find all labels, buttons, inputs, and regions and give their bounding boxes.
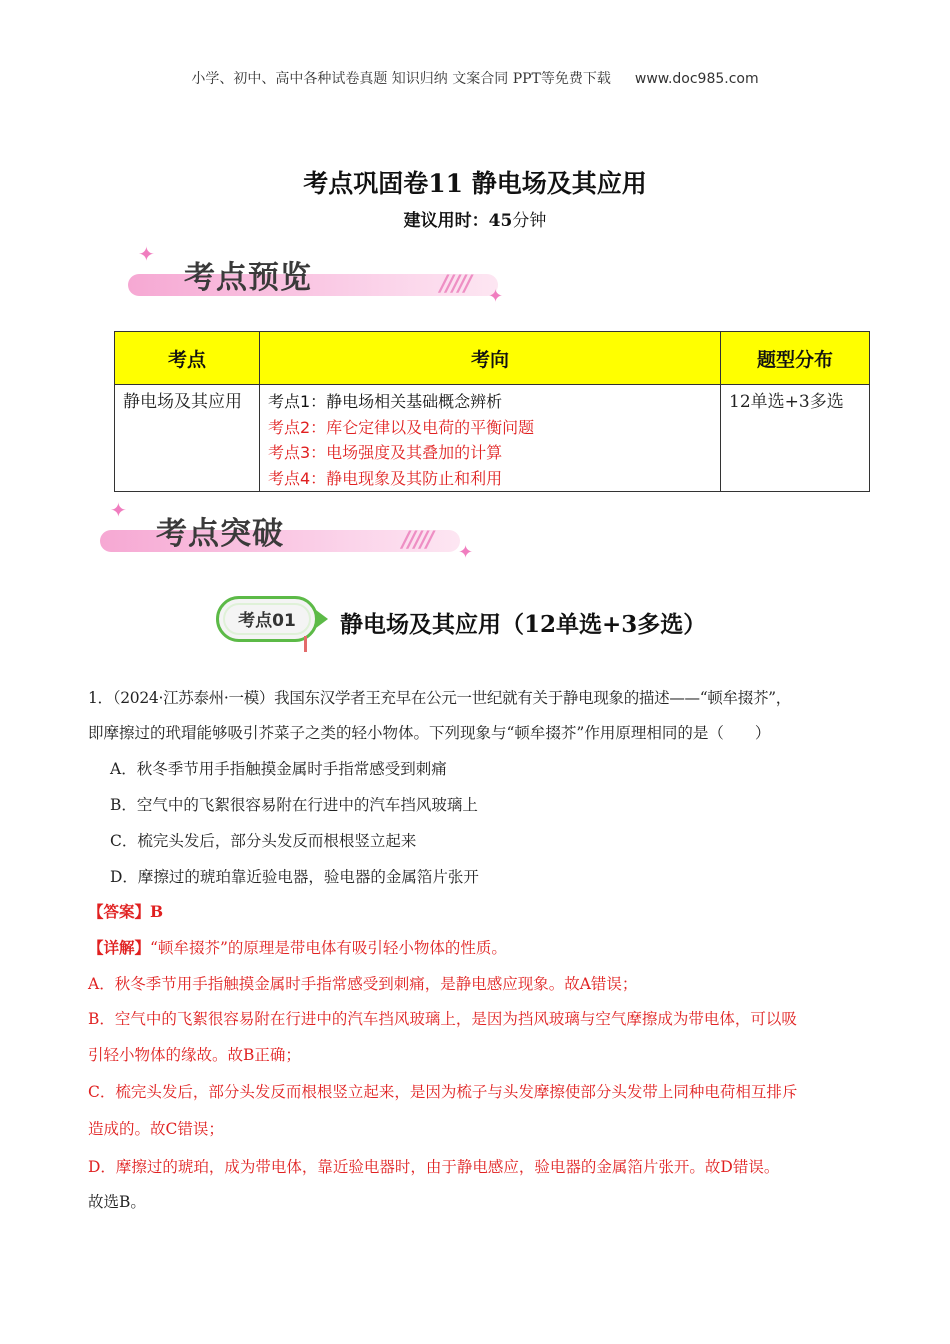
badge-tick — [304, 636, 307, 652]
detail-label: 【详解】 — [88, 938, 151, 957]
point-item: 考点1：静电场相关基础概念辨析 — [268, 392, 503, 411]
suggested-time — [0, 206, 950, 231]
section-heading — [216, 596, 776, 652]
section-title: 静电场及其应用（12单选+3多选） — [340, 611, 707, 638]
overview-table — [114, 331, 870, 492]
page-header — [0, 68, 950, 88]
overview-header-row — [115, 332, 870, 385]
answer: 【答案】B — [88, 902, 164, 921]
sparkle-icon: ✦ — [458, 542, 474, 563]
point-item: 考点2：库仑定律以及电荷的平衡问题 — [268, 417, 535, 437]
banner-hatch: ///// — [402, 528, 433, 553]
detail-text: “顿牟掇芥”的原理是带电体有吸引轻小物体的性质。 — [150, 939, 507, 957]
option-a: A．秋冬季节用手指触摸金属时手指常感受到刺痛 — [110, 760, 447, 778]
explanation-b-line1: B．空气中的飞絮很容易附在行进中的汽车挡风玻璃上，是因为挡风玻璃与空气摩擦成为带电体，可以吸 — [88, 1010, 797, 1028]
section-badge — [216, 596, 318, 642]
overview-row — [115, 385, 870, 492]
option-b: B．空气中的飞絮很容易附在行进中的汽车挡风玻璃上 — [110, 796, 478, 814]
header-topic: 考点 — [115, 332, 260, 385]
suggested-time-unit: 分钟 — [512, 211, 547, 231]
banner-overview — [122, 242, 522, 312]
overview-distribution: 12单选+3多选 — [721, 385, 870, 492]
section-badge-label: 考点01 — [223, 603, 311, 635]
explanation-d: D．摩擦过的琥珀，成为带电体，靠近验电器时，由于静电感应，验电器的金属箔片张开。故D错误。 — [88, 1158, 780, 1176]
detail — [88, 936, 878, 958]
overview-points — [260, 385, 721, 492]
banner-hatch: ///// — [440, 272, 471, 297]
arrow-right-icon — [316, 610, 328, 628]
header-direction: 考向 — [260, 332, 721, 385]
explanation-b-line2: 引轻小物体的缘故。故B正确； — [88, 1046, 301, 1064]
header-site-link[interactable]: www.doc985.com — [634, 71, 759, 87]
question-stem-line1: 1．（2024·江苏泰州·一模）我国东汉学者王充早在公元一世纪就有关于静电现象的描述——“顿牟掇芥”， — [88, 689, 791, 707]
sparkle-icon: ✦ — [488, 286, 504, 307]
conclusion: 故选B。 — [88, 1193, 146, 1211]
suggested-time-label: 建议用时： — [403, 211, 489, 231]
page-title: 考点巩固卷11 静电场及其应用 — [303, 169, 647, 198]
point-item: 考点3：电场强度及其叠加的计算 — [268, 443, 503, 462]
option-c: C．梳完头发后，部分头发反而根根竖立起来 — [110, 832, 417, 850]
option-d: D．摩擦过的琥珀靠近验电器，验电器的金属箔片张开 — [110, 868, 479, 886]
header-ad-text: 小学、初中、高中各种试卷真题 知识归纳 文案合同 PPT等免费下载 — [191, 71, 611, 87]
explanation-c-line2: 造成的。故C错误； — [88, 1120, 224, 1138]
sparkle-icon: ✦ — [138, 242, 155, 266]
suggested-time-value: 45 — [488, 211, 513, 231]
explanation-a: A．秋冬季节用手指触摸金属时手指常感受到刺痛，是静电感应现象。故A错误； — [88, 975, 638, 993]
sparkle-icon: ✦ — [110, 498, 127, 522]
banner-overview-label: 考点预览 — [184, 260, 312, 296]
banner-breakthrough-label: 考点突破 — [156, 516, 284, 552]
banner-breakthrough — [94, 498, 494, 568]
header-distribution: 题型分布 — [721, 332, 870, 385]
question-stem-line2: 即摩擦过的玳瑁能够吸引芥菜子之类的轻小物体。下列现象与“顿牟掇芥”作用原理相同的是（ ） — [88, 724, 771, 742]
explanation-c-line1: C．梳完头发后，部分头发反而根根竖立起来，是因为梳子与头发摩擦使部分头发带上同种电荷相互排斥 — [88, 1083, 798, 1101]
overview-topic: 静电场及其应用 — [115, 385, 260, 492]
point-item: 考点4：静电现象及其防止和利用 — [268, 468, 503, 488]
